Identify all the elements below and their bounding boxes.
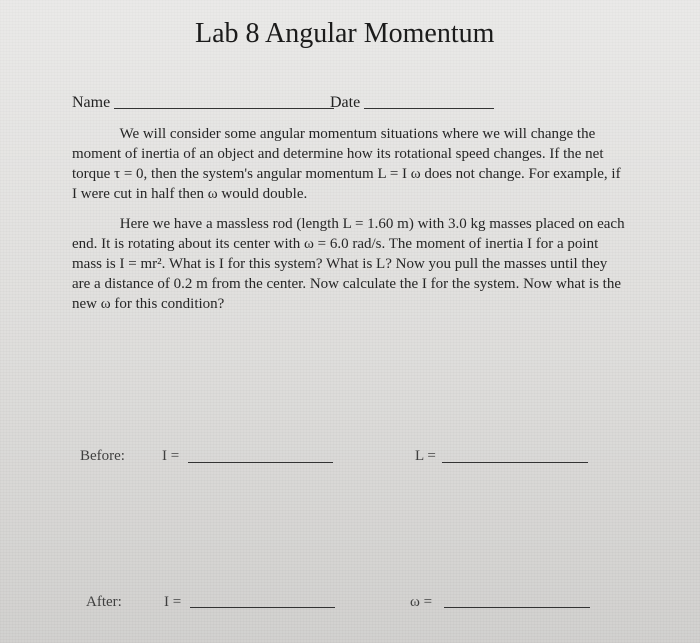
before-i-answer-line[interactable]	[188, 462, 333, 463]
after-label: After:	[86, 594, 122, 610]
before-label: Before:	[80, 448, 125, 464]
date-blank-line[interactable]	[364, 108, 494, 109]
after-omega-answer-line[interactable]	[444, 607, 590, 608]
before-l-label: L =	[415, 448, 436, 464]
intro-paragraph	[72, 124, 627, 204]
header-row	[72, 94, 502, 116]
date-label: Date	[330, 94, 361, 111]
after-i-label: I =	[164, 594, 182, 610]
intro-paragraph-text: We will consider some angular momentum situations where we will change the moment of inertia of an object and determine how its rotational speed changes. If the net torque τ = 0, then the system's angular momentum L = I ω does not change. For example, if I were cut in half then ω would double.	[72, 126, 621, 202]
name-blank-line[interactable]	[114, 108, 334, 109]
before-l-answer-line[interactable]	[442, 462, 588, 463]
after-i-answer-line[interactable]	[190, 607, 335, 608]
page-title: Lab 8 Angular Momentum	[195, 18, 495, 49]
problem-paragraph-text: Here we have a massless rod (length L = 1.60 m) with 3.0 kg masses placed on each end. It is rotating about its center with ω = 6.0 rad/s. The moment of inertia I for a point mass is I = mr². What is I for this system? What is L? Now you pull the masses until they are a distance of 0.2 m from the center. Now calculate the I for the system. Now what is the new ω for this condition?	[72, 216, 625, 312]
after-omega-label: ω =	[410, 594, 433, 610]
name-label: Name	[72, 94, 111, 111]
before-i-label: I =	[162, 448, 180, 464]
problem-paragraph	[72, 214, 627, 314]
